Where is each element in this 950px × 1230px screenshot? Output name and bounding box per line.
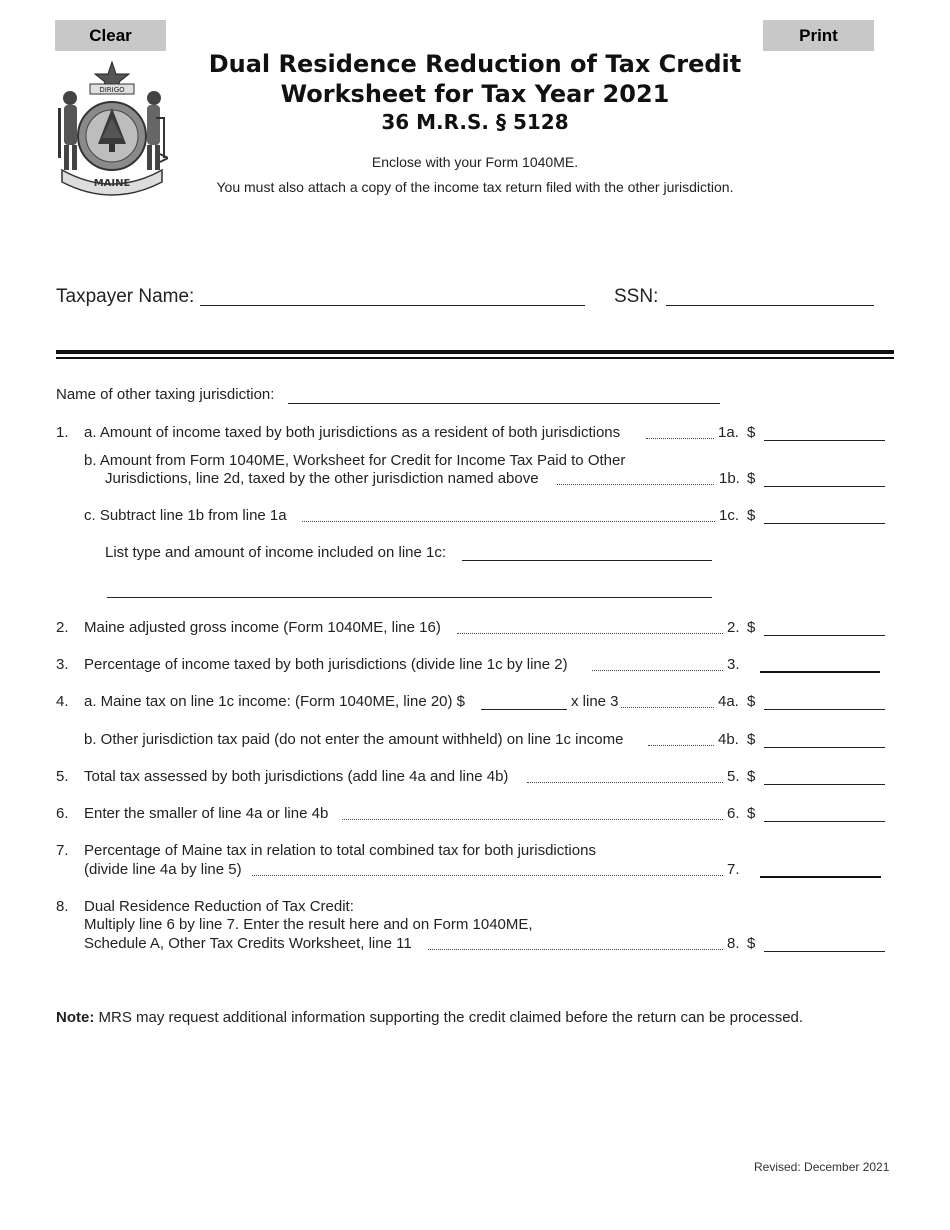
line-3-leader xyxy=(592,670,723,671)
line-4b-amount-field[interactable] xyxy=(764,747,885,748)
line-4a-dollar: $ xyxy=(747,693,756,710)
revised-date: Revised: December 2021 xyxy=(754,1160,890,1174)
line-4b-dollar: $ xyxy=(747,731,756,748)
line-7-number: 7. xyxy=(56,842,69,859)
line-8-ref: 8. xyxy=(727,935,740,952)
line-1c-leader xyxy=(302,521,715,522)
line-4a-text: a. Maine tax on line 1c income: (Form 1040ME, line 20) $ xyxy=(84,693,466,710)
line-2-ref: 2. xyxy=(727,619,740,636)
line-6-leader xyxy=(342,819,723,820)
line-7-percentage-field[interactable] xyxy=(760,876,881,878)
line-1b-text1: b. Amount from Form 1040ME, Worksheet for Credit for Income Tax Paid to Other xyxy=(84,452,626,469)
taxpayer-name-field[interactable] xyxy=(200,305,585,306)
section-divider-thin xyxy=(56,357,894,359)
line-1c-list-field-2[interactable] xyxy=(107,597,712,598)
line-1b-dollar: $ xyxy=(747,470,756,487)
line-5-ref: 5. xyxy=(727,768,740,785)
line-8-dollar: $ xyxy=(747,935,756,952)
line-1b-leader xyxy=(557,484,714,485)
line-1-number: 1. xyxy=(56,424,69,441)
statute-reference: 36 M.R.S. § 5128 xyxy=(381,110,569,134)
line-2-text: Maine adjusted gross income (Form 1040ME, line 16) xyxy=(84,619,441,636)
line-7-text2: (divide line 4a by line 5) xyxy=(84,861,242,878)
jurisdiction-field[interactable] xyxy=(288,403,720,404)
line-3-ref: 3. xyxy=(727,656,740,673)
line-1c-list-label: List type and amount of income included on line 1c: xyxy=(105,544,447,561)
line-3-text: Percentage of income taxed by both jurisdictions (divide line 1c by line 2) xyxy=(84,656,568,673)
line-1a-ref: 1a. xyxy=(718,424,739,441)
line-1c-amount-field[interactable] xyxy=(764,523,885,524)
line-3-percentage-field[interactable] xyxy=(760,671,880,673)
line-1c-dollar: $ xyxy=(747,507,756,524)
line-4b-text: b. Other jurisdiction tax paid (do not enter the amount withheld) on line 1c income xyxy=(84,731,624,748)
line-1c-ref: 1c. xyxy=(719,507,740,524)
line-4b-leader xyxy=(648,745,714,746)
line-4a-leader xyxy=(621,707,714,708)
line-6-number: 6. xyxy=(56,805,69,822)
line-1c-text: c. Subtract line 1b from line 1a xyxy=(84,507,287,524)
line-7-ref: 7. xyxy=(727,861,740,878)
print-button[interactable]: Print xyxy=(763,20,874,51)
note xyxy=(56,1009,803,1026)
line-4-number: 4. xyxy=(56,693,69,710)
line-1a-amount-field[interactable] xyxy=(764,440,885,441)
line-4a-amount-field[interactable] xyxy=(764,709,885,710)
line-4a-ref: 4a. xyxy=(718,693,739,710)
line-6-amount-field[interactable] xyxy=(764,821,885,822)
line-6-text: Enter the smaller of line 4a or line 4b xyxy=(84,805,329,822)
line-2-number: 2. xyxy=(56,619,69,636)
line-1a-dollar: $ xyxy=(747,424,756,441)
line-6-dollar: $ xyxy=(747,805,756,822)
line-8-amount-field[interactable] xyxy=(764,951,885,952)
line-6-ref: 6. xyxy=(727,805,740,822)
line-5-text: Total tax assessed by both jurisdictions (add line 4a and line 4b) xyxy=(84,768,509,785)
line-2-amount-field[interactable] xyxy=(764,635,885,636)
enclose-instruction: Enclose with your Form 1040ME. xyxy=(371,154,579,170)
clear-button[interactable]: Clear xyxy=(55,20,166,51)
line-2-leader xyxy=(457,633,723,634)
line-2-dollar: $ xyxy=(747,619,756,636)
line-8-leader xyxy=(428,949,723,950)
line-5-dollar: $ xyxy=(747,768,756,785)
line-1a-leader xyxy=(646,438,714,439)
line-8-number: 8. xyxy=(56,898,69,915)
form-title-line2: Worksheet for Tax Year 2021 xyxy=(280,80,670,108)
line-1b-amount-field[interactable] xyxy=(764,486,885,487)
jurisdiction-label: Name of other taxing jurisdiction: xyxy=(56,386,275,403)
note-label: Note: xyxy=(56,1009,95,1026)
form-title-line1: Dual Residence Reduction of Tax Credit xyxy=(208,50,742,78)
line-1b-ref: 1b. xyxy=(719,470,740,487)
line-8-text1: Dual Residence Reduction of Tax Credit: xyxy=(84,898,354,915)
taxpayer-name-label: Taxpayer Name: xyxy=(56,286,195,307)
section-divider-thick xyxy=(56,350,894,354)
line-1c-list-field[interactable] xyxy=(462,560,712,561)
line-7-leader xyxy=(252,875,723,876)
line-5-number: 5. xyxy=(56,768,69,785)
line-1b-text2: Jurisdictions, line 2d, taxed by the other jurisdiction named above xyxy=(105,470,539,487)
ssn-field[interactable] xyxy=(666,305,874,306)
note-text: MRS may request additional information supporting the credit claimed before the return can be processed. xyxy=(94,1009,804,1026)
line-4b-ref: 4b. xyxy=(718,731,739,748)
seal-scroll-text: MAINE xyxy=(93,178,131,189)
line-5-amount-field[interactable] xyxy=(764,784,885,785)
maine-state-seal xyxy=(56,58,168,198)
line-8-text3: Schedule A, Other Tax Credits Worksheet, line 11 xyxy=(84,935,412,952)
attach-instruction: You must also attach a copy of the income tax return filed with the other jurisdiction. xyxy=(216,179,734,195)
line-4a-multiplier: x line 3 xyxy=(571,693,619,710)
line-7-text1: Percentage of Maine tax in relation to total combined tax for both jurisdictions xyxy=(84,842,596,859)
line-5-leader xyxy=(527,782,723,783)
line-8-text2: Multiply line 6 by line 7. Enter the result here and on Form 1040ME, xyxy=(84,916,533,933)
line-4a-maine-tax-field[interactable] xyxy=(481,709,567,710)
line-3-number: 3. xyxy=(56,656,69,673)
line-1a-text: a. Amount of income taxed by both jurisdictions as a resident of both jurisdictions xyxy=(84,424,621,441)
seal-banner-text: DIRIGO xyxy=(99,86,125,94)
ssn-label: SSN: xyxy=(614,286,659,307)
